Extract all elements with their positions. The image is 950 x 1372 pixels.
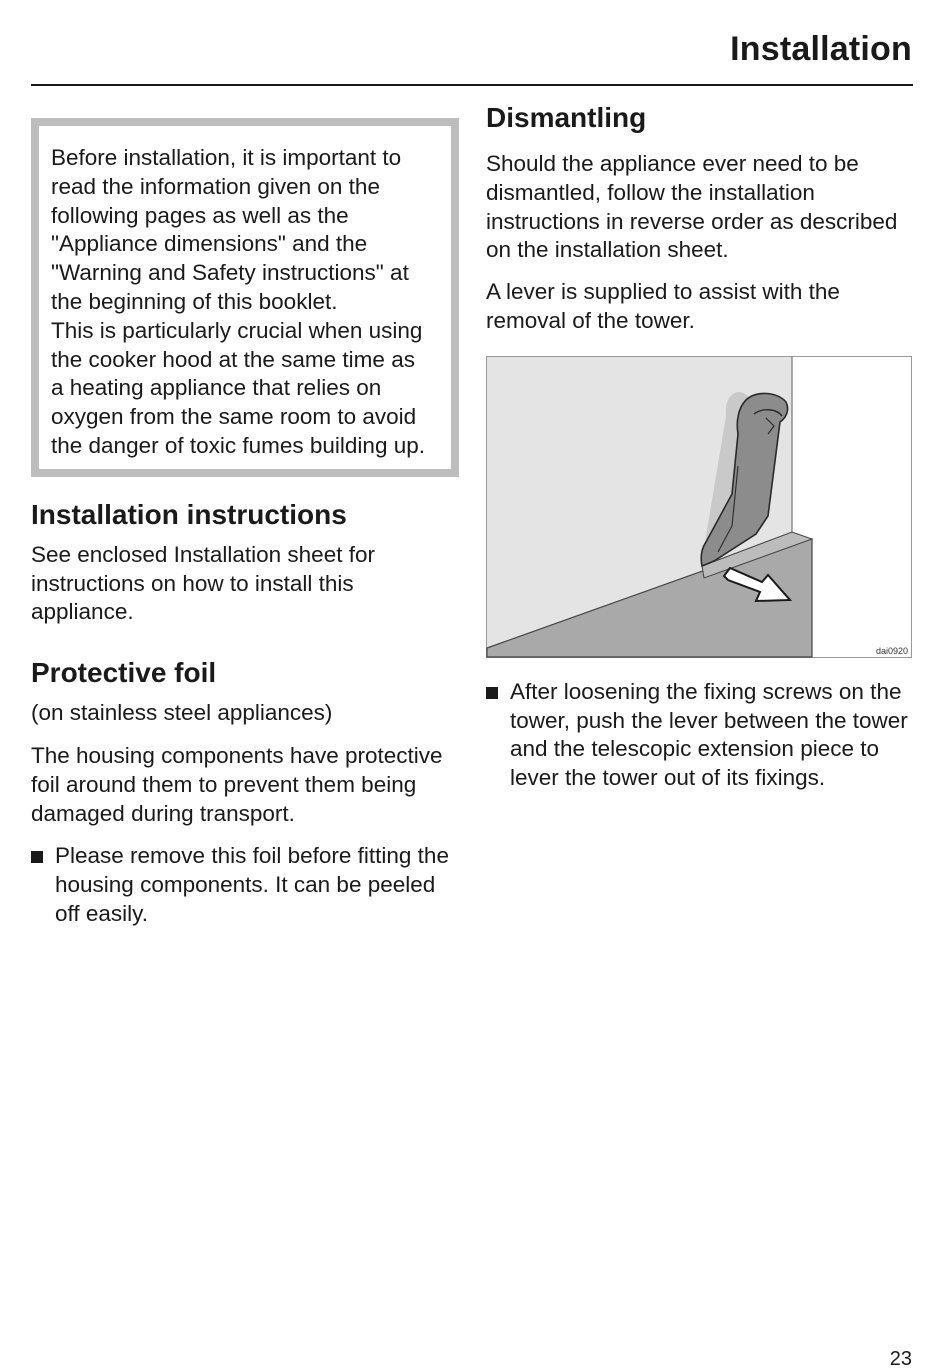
bullet-square-icon [31, 851, 43, 863]
notice-paragraph-1: Before installation, it is important to read the information given on the following pages as well as the "Appliance dimensions" and the "Warning and Safety instructions" at the beginning of this booklet. [51, 145, 409, 314]
right-column [486, 100, 916, 793]
dismantling-bullet [486, 678, 916, 793]
protective-foil-subtitle: (on stainless steel appliances) [31, 700, 333, 726]
lever-figure-svg [486, 356, 912, 658]
notice-box [31, 118, 459, 477]
protective-foil-text: The housing components have protective foil around them to prevent them being damaged during transport. [31, 742, 443, 826]
dismantling-text-2: A lever is supplied to assist with the removal of the tower. [486, 279, 840, 333]
page-header-title: Installation [730, 30, 912, 68]
bullet-square-icon [486, 687, 498, 699]
figure-label: dai0920 [875, 645, 908, 656]
notice-paragraph-2: This is particularly crucial when using the cooker hood at the same time as a heating appliance that relies on oxygen from the same room to avoid the danger of toxic fumes building up. [51, 317, 425, 458]
protective-foil-bullet [31, 842, 459, 928]
dismantling-text-1: Should the appliance ever need to be dismantled, follow the installation instructions in reverse order as described on the installation sheet. [486, 151, 898, 263]
installation-instructions-text: See enclosed Installation sheet for instructions on how to install this appliance. [31, 541, 375, 625]
installation-instructions-heading: Installation instructions [31, 498, 347, 530]
page-number: 23 [889, 1348, 912, 1370]
lever-illustration [486, 356, 912, 658]
protective-foil-heading: Protective foil [31, 657, 217, 689]
dismantling-bullet-text: After loosening the fixing screws on the tower, push the lever between the tower and the telescopic extension piece to lever the tower out of its fixings. [510, 678, 908, 791]
left-column [31, 118, 459, 929]
dismantling-heading: Dismantling [486, 102, 647, 133]
protective-foil-bullet-text: Please remove this foil before fitting the housing components. It can be peeled off easily. [55, 843, 449, 926]
header-divider [31, 84, 913, 86]
